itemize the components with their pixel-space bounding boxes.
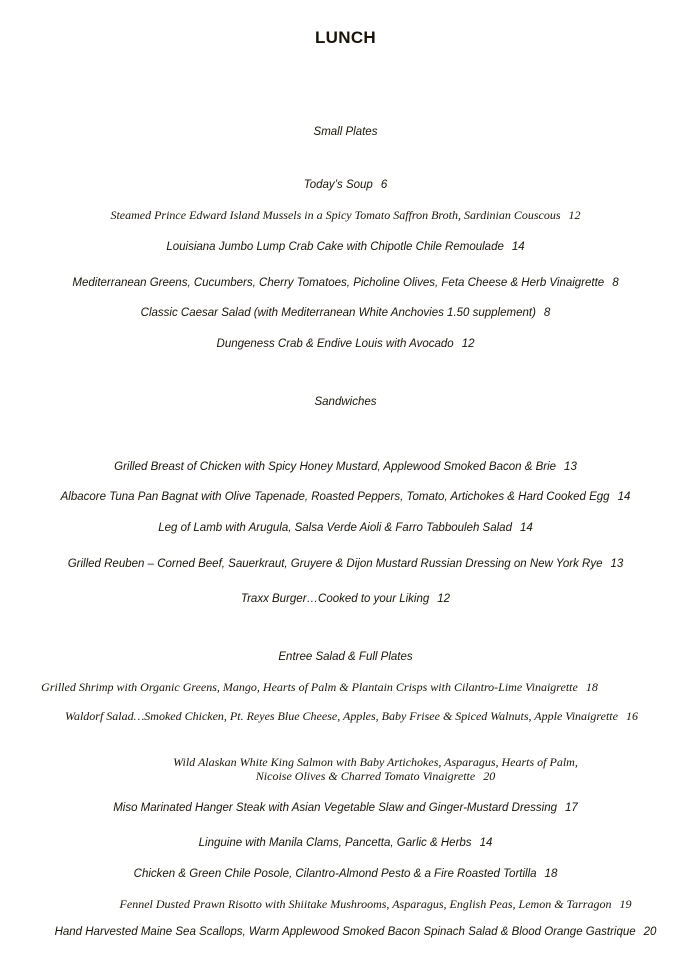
menu-item-price: 14 (519, 522, 533, 534)
menu-item-price: 14 (511, 241, 525, 253)
page-title: LUNCH (315, 28, 376, 47)
menu-item (0, 680, 665, 695)
menu-item-price: 12 (461, 338, 475, 350)
menu-item-name: Mediterranean Greens, Cucumbers, Cherry Tomatoes, Picholine Olives, Feta Cheese & Herb Vinaigrette (72, 277, 605, 289)
section-heading-sandwiches: Sandwiches (314, 396, 377, 408)
menu-item-name: Miso Marinated Hanger Steak with Asian Vegetable Slaw and Ginger-Mustard Dressing (113, 802, 558, 814)
menu-item (0, 307, 691, 319)
menu-item (0, 241, 691, 253)
menu-item-name: Grilled Shrimp with Organic Greens, Mango, Hearts of Palm & Plantain Crisps with Cilantro-Lime Vinaigrette (41, 680, 578, 694)
menu-item-price: 6 (380, 179, 388, 191)
menu-item (0, 461, 691, 473)
menu-item-price: 17 (565, 802, 578, 814)
menu-item-name: Hand Harvested Maine Sea Scallops, Warm Applewood Smoked Bacon Spinach Salad & Blood Orange Gastrique (54, 926, 636, 938)
menu-item-name: Classic Caesar Salad (with Mediterranean White Anchovies 1.50 supplement) (140, 307, 536, 319)
menu-item-name-line2: Nicoise Olives & Charred Tomato Vinaigrette (255, 769, 476, 783)
menu-item (0, 802, 691, 814)
menu-item (10, 926, 691, 938)
menu-item-name-line1: Wild Alaskan White King Salmon with Baby Artichokes, Asparagus, Hearts of Palm, (173, 755, 578, 769)
menu-item (30, 769, 691, 784)
menu-item (30, 897, 691, 912)
menu-item-price: 13 (610, 558, 624, 570)
menu-item-price: 12 (437, 593, 451, 605)
menu-item-price: 18 (544, 868, 558, 880)
menu-item-name: Traxx Burger…Cooked to your Liking (240, 593, 430, 605)
menu-item-name: Grilled Reuben – Corned Beef, Sauerkraut, Gruyere & Dijon Mustard Russian Dressing on New York Rye (67, 558, 603, 570)
menu-item (0, 179, 691, 191)
menu-item-name: Louisiana Jumbo Lump Crab Cake with Chipotle Chile Remoulade (166, 241, 504, 253)
menu-item-name: Chicken & Green Chile Posole, Cilantro-Almond Pesto & a Fire Roasted Tortilla (133, 868, 537, 880)
menu-item-name: Today’s Soup (303, 179, 373, 191)
menu-item-price: 16 (625, 709, 638, 723)
menu-item (6, 709, 691, 724)
menu-item (0, 837, 691, 849)
menu-item-price: 8 (543, 307, 551, 319)
menu-item-price: 14 (617, 491, 631, 503)
menu-item-name: Grilled Breast of Chicken with Spicy Honey Mustard, Applewood Smoked Bacon & Brie (114, 461, 557, 473)
menu-item-price: 20 (643, 926, 657, 938)
menu-item (0, 208, 691, 223)
menu-item-name: Linguine with Manila Clams, Pancetta, Garlic & Herbs (198, 837, 472, 849)
menu-item-price: 13 (564, 461, 577, 473)
menu-item (30, 755, 691, 770)
menu-item (0, 338, 691, 350)
menu-item (0, 491, 691, 503)
menu-item-name: Dungeness Crab & Endive Louis with Avocado (216, 338, 454, 350)
menu-item (0, 277, 691, 289)
menu-item (0, 558, 691, 570)
menu-item (0, 522, 691, 534)
menu-item (0, 593, 691, 605)
menu-item-name: Leg of Lamb with Arugula, Salsa Verde Aioli & Farro Tabbouleh Salad (158, 522, 512, 534)
menu-item (0, 868, 691, 880)
menu-item-price: 12 (568, 208, 581, 222)
menu-item-name: Steamed Prince Edward Island Mussels in a Spicy Tomato Saffron Broth, Sardinian Couscous (110, 208, 561, 222)
section-heading-small-plates: Small Plates (313, 126, 378, 138)
menu-item-name: Fennel Dusted Prawn Risotto with Shiitake Mushrooms, Asparagus, English Peas, Lemon & Tarragon (119, 897, 612, 911)
menu-item-price: 14 (479, 837, 493, 849)
menu-item-price: 20 (483, 769, 496, 783)
menu-item-price: 18 (585, 680, 598, 694)
menu-item-name: Waldorf Salad…Smoked Chicken, Pt. Reyes Blue Cheese, Apples, Baby Frisee & Spiced Walnuts, Apple Vinaigrette (65, 709, 618, 723)
menu-item-price: 19 (619, 897, 632, 911)
menu-item-name: Albacore Tuna Pan Bagnat with Olive Tapenade, Roasted Peppers, Tomato, Artichokes & Hard Cooked Egg (60, 491, 610, 503)
section-heading-entree: Entree Salad & Full Plates (278, 651, 413, 663)
menu-item-price: 8 (612, 277, 619, 289)
